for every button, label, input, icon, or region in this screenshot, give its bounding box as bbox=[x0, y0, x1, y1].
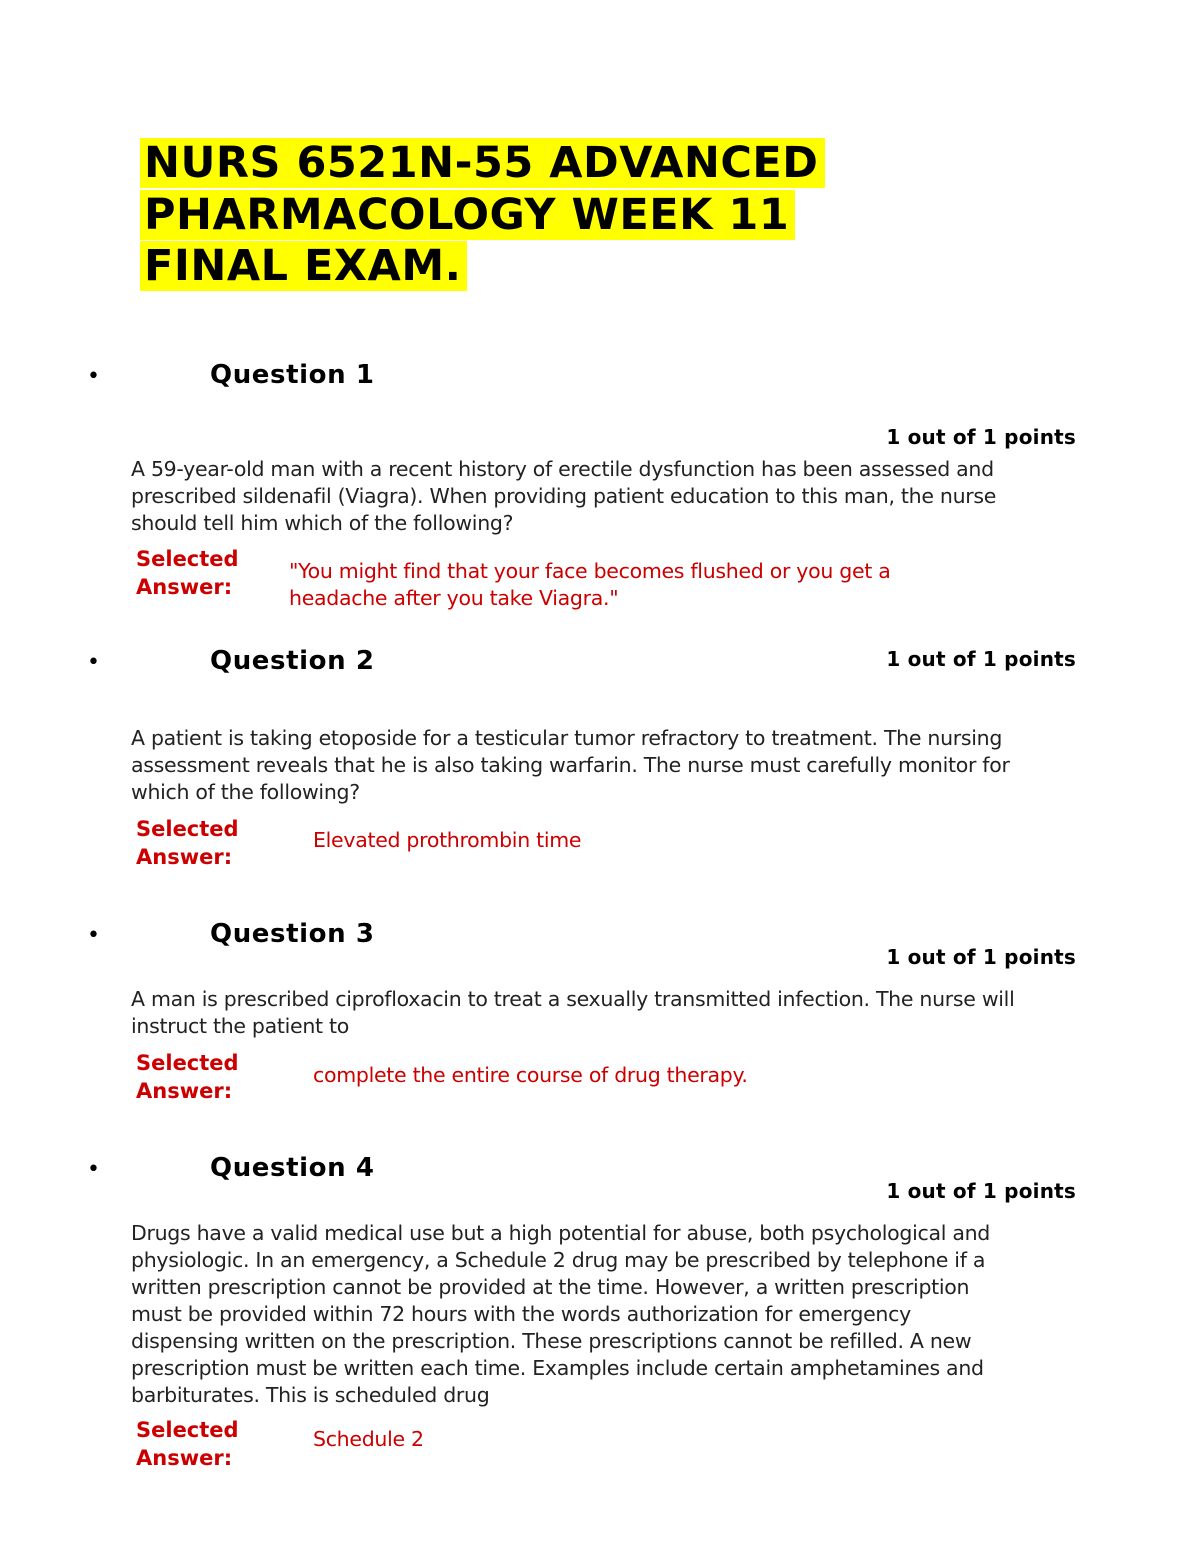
bullet-icon: • bbox=[87, 364, 100, 389]
question-points: 1 out of 1 points bbox=[886, 425, 1076, 449]
bullet-icon: • bbox=[87, 1157, 100, 1182]
selected-answer-label: Selected Answer: bbox=[136, 1051, 239, 1103]
question-heading: Question 4 bbox=[210, 1153, 375, 1183]
title-line-1: NURS 6521N-55 ADVANCED bbox=[140, 138, 825, 188]
question-points: 1 out of 1 points bbox=[886, 945, 1076, 969]
question-heading: Question 2 bbox=[210, 646, 375, 676]
question-heading: Question 1 bbox=[210, 360, 375, 390]
question-points: 1 out of 1 points bbox=[886, 647, 1076, 671]
bullet-icon: • bbox=[87, 650, 100, 675]
question-text: A patient is taking etoposide for a testicular tumor refractory to treatment. The nursing assessment reveals that he is also taking warfarin. The nurse must carefully monitor for which of the following? bbox=[131, 726, 1010, 804]
question-heading: Question 3 bbox=[210, 919, 375, 949]
selected-answer-label: Selected Answer: bbox=[136, 817, 239, 869]
selected-answer: Elevated prothrombin time bbox=[313, 828, 582, 852]
title-line-3: FINAL EXAM. bbox=[140, 241, 467, 291]
question-text: A man is prescribed ciprofloxacin to treat a sexually transmitted infection. The nurse will instruct the patient to bbox=[131, 987, 1015, 1038]
document-title bbox=[140, 138, 1020, 293]
selected-answer-label: Selected Answer: bbox=[136, 1418, 239, 1470]
question-points: 1 out of 1 points bbox=[886, 1179, 1076, 1203]
question-text: A 59-year-old man with a recent history of erectile dysfunction has been assessed and prescribed sildenafil (Viagra). When providing patient education to this man, the nurse should tell him which of the following? bbox=[131, 457, 997, 535]
selected-answer: complete the entire course of drug therapy. bbox=[313, 1063, 748, 1087]
bullet-icon: • bbox=[87, 923, 100, 948]
question-text: Drugs have a valid medical use but a high potential for abuse, both psychological and physiologic. In an emergency, a Schedule 2 drug may be prescribed by telephone if a written prescription cannot be provided at the time. However, a written prescription must be provided within 72 hours with the words authorization for emergency dispensing written on the prescription. These prescriptions cannot be refilled. A new prescription must be written each time. Examples include certain amphetamines and barbiturates. This is scheduled drug bbox=[131, 1221, 991, 1407]
selected-answer: Schedule 2 bbox=[313, 1427, 424, 1451]
title-line-2: PHARMACOLOGY WEEK 11 bbox=[140, 190, 795, 240]
selected-answer-label: Selected Answer: bbox=[136, 547, 239, 599]
selected-answer: "You might find that your face becomes flushed or you get a headache after you take Viagra." bbox=[289, 559, 891, 610]
